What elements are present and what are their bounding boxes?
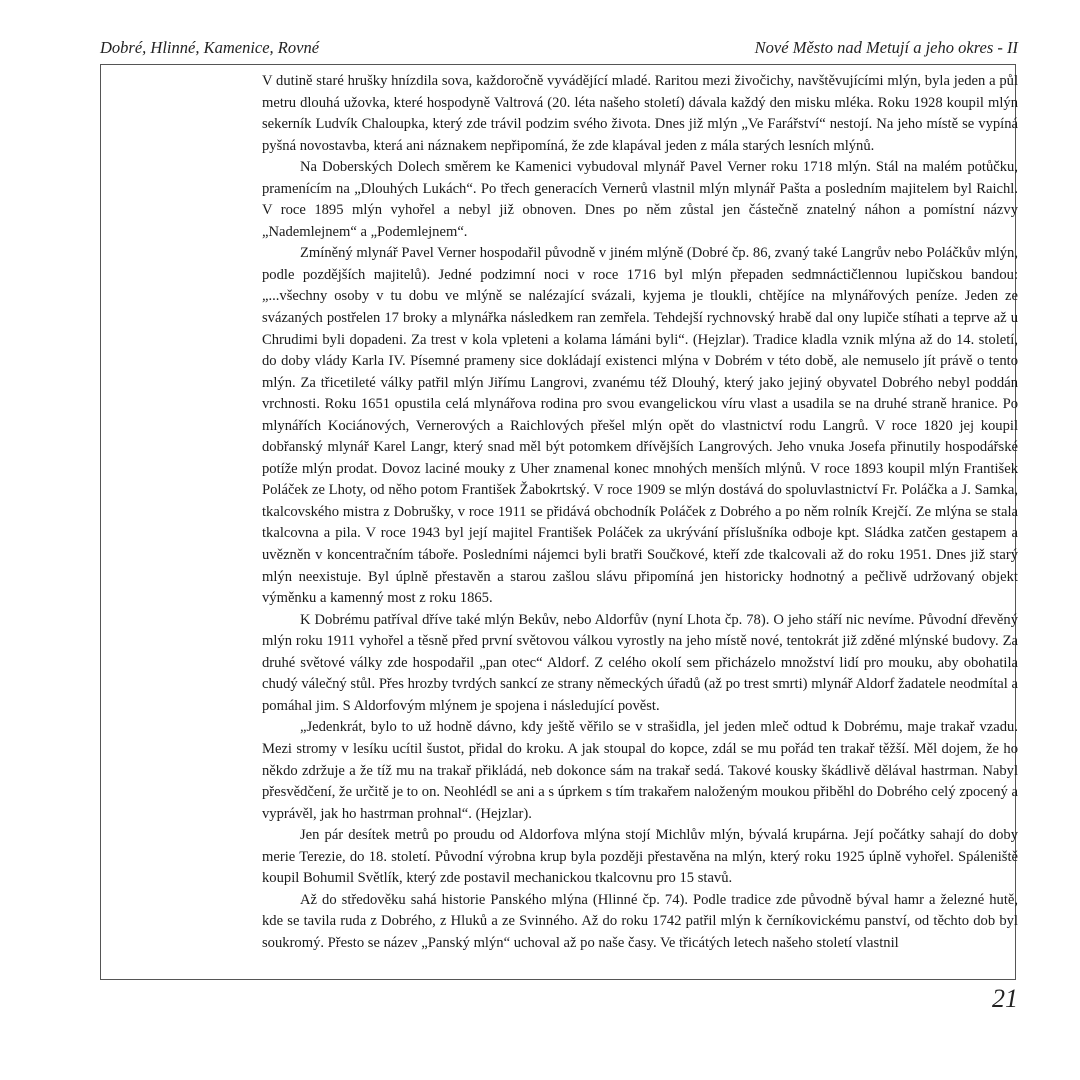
paragraph-5-legend: „Jedenkrát, bylo to už hodně dávno, kdy ještě věřilo se v strašidla, jel jeden mleč odtud k Dobrému, maje trakař vzadu. Mezi stromy v lesíku ucítil šustot, přidal do kroku. A jak stoupal do kopce, zdál se mu pořád ten trakař těžší. Měl dojem, že ho někdo zdržuje a že tíž mu na trakař přikládá, neb dokonce sám na trakař sedá. Takové kousky škádlivě dělával hastrman. Nabyl přesvědčení, že určitě je to on. Neohlédl se ani a s úprkem s tím trakařem naloženým moukou přiběhl do Dobrého celý zpocený a vyprávěl, jak ho hastrman prohnal“. (Hejzlar).: [262, 719, 1018, 822]
page-number: 21: [992, 984, 1018, 1013]
paragraph-2: Na Doberských Dolech směrem ke Kamenici vybudoval mlynář Pavel Verner roku 1718 mlýn. Stál na malém potůčku, pramenícím na „Dlouhých Lukách“. Po třech generacích Vernerů vlastnil mlýn mlynář Pašta a posledním majitelem byl Raichl. V roce 1895 mlýn vyhořel a nebyl již obnoven. Dnes po něm zůstal jen částečně znatelný náhon a pomístní názvy „Nademlejnem“ a „Podemlejnem“.: [262, 159, 1018, 240]
paragraph-4: K Dobrému patříval dříve také mlýn Bekův, nebo Aldorfův (nyní Lhota čp. 78). O jeho stáří nic nevíme. Původní dřevěný mlýn roku 1911 vyhořel a těsně před první světovou válkou vyrostly na jeho místě nové, tentokrát již zděné mlýnské budovy. Za druhé světové války zde hospodařil „pan otec“ Aldorf. Z celého okolí sem přicházelo množství lidí pro mouku, aby obohatila chudý válečný stůl. Přes hrozby tvrdých sankcí ze strany německých úřadů (až po trest smrti) mlynář Aldorf žadatele neodmítal a pomáhal jim. S Aldorfovým mlýnem je spojena i následující pověst.: [262, 611, 1018, 714]
header-right-title: Nové Město nad Metují a jeho okres - II: [754, 38, 1018, 57]
paragraph-6: Jen pár desítek metrů po proudu od Aldorfova mlýna stojí Michlův mlýn, bývalá krupárna. Její počátky sahají do doby merie Terezie, do 18. století. Původní výrobna krup byla později přestavěna na mlýn, který roku 1925 úplně vyhořel. Spáleniště koupil Bohumil Světlík, který zde postavil mechanickou tkalcovnu pro 15 stavů.: [262, 827, 1018, 887]
body-text: [262, 71, 1018, 954]
paragraph-1: V dutině staré hrušky hnízdila sova, každoročně vyvádějící mladé. Raritou mezi živočichy, navštěvujícími mlýn, byla jeden a půl metru dlouhá užovka, které hospodyně Valtrová (20. léta našeho století) dávala každý den misku mléka. Roku 1928 koupil mlýn sekerník Ludvík Chaloupka, který zde trávil podzim svého života. Dnes již mlýn „Ve Farářství“ nestojí. Na jeho místě se vypíná pyšná novostavba, která ani náznakem nepřipomíná, že zde klapával jeden z mála starých lesních mlýnů.: [262, 73, 1018, 154]
running-header: [100, 38, 1018, 60]
paragraph-7: Až do středověku sahá historie Panského mlýna (Hlinné čp. 74). Podle tradice zde původně býval hamr a železné hutě, kde se tavila ruda z Dobrého, z Hluků a ze Svinného. Až do roku 1742 patřil mlýn k černíkovickému panství, od těchto dob byl soukromý. Přesto se název „Panský mlýn“ uchoval až po naše časy. Ve třicátých letech našeho století vlastnil: [262, 891, 1018, 951]
paragraph-3: Zmíněný mlynář Pavel Verner hospodařil původně v jiném mlýně (Dobré čp. 86, zvaný také Langrův nebo Poláčkův mlýn, podle pozdějších majitelů). Jedné podzimní noci v roce 1716 byl mlýn přepaden sedmnáctičlennou lupičskou bandou: „...všechny osoby v tu dobu ve mlýně se nalézající svázali, kyjema je tloukli, chtějíce na mlynářových peníze. Jeden ze svázaných postřelen 17 broky a mlynářka následkem ran zemřela. Tehdejší rychnovský hrabě dal ony lupiče stíhati a teprve až u Chrudimi byli dopadeni. Za trest v kola vpleteni a kolama lámáni byli“. (Hejzlar). Tradice kladla vznik mlýna až do 14. století, do doby vlády Karla IV. Písemné prameny sice dokládají existenci mlýna v Dobrém v této době, ale nemuselo jít právě o tento mlýn. Za třicetileté války patřil mlýn Jiřímu Langrovi, zvanému též Dlouhý, který jako jejiný obyvatel Dobrého nebyl poddán vrchnosti. Roku 1651 opustila celá mlynářova rodina pro svou evangelickou víru vlast a usadila se na druhé straně hranice. Po mlynářích Kociánových, Vernerových a Raichlových přešel mlýn opět do vlastnictví rodu Langrů. V roce 1820 jej koupil dobřanský mlynář Karel Langr, který snad měl být potomkem dřívějších Langrových. Jeho vnuka Josefa přinutily hospodářské potíže mlýn prodat. Dovoz laciné mouky z Uher znamenal konec mnohých menších mlýnů. V roce 1893 koupil mlýn František Poláček ze Lhoty, od něho potom František Žabokrtský. V roce 1909 se mlýn dostává do spoluvlastnictví Fr. Poláčka a J. Samka, tkalcovského mistra z Dobrušky, v roce 1911 se přidává obchodník Poláček z Dobrého a po něm rolník Krejčí. Ze mlýna se stala tkalcovna a pila. V roce 1943 byl její majitel František Poláček za ukrývání příslušníka odboje kpt. Sládka zatčen gestapem a uvězněn v koncentračním táboře. Posledními nájemci byli bratři Součkové, kteří zde tkalcovali až do roku 1951. Dnes již starý mlýn neexistuje. Byl úplně přestavěn a starou zašlou slávu připomíná jen historicky hodnotný a pečlivě udržovaný objekt výměnku a kamenný most z roku 1865.: [262, 245, 1018, 607]
header-left-title: Dobré, Hlinné, Kamenice, Rovné: [100, 38, 320, 57]
